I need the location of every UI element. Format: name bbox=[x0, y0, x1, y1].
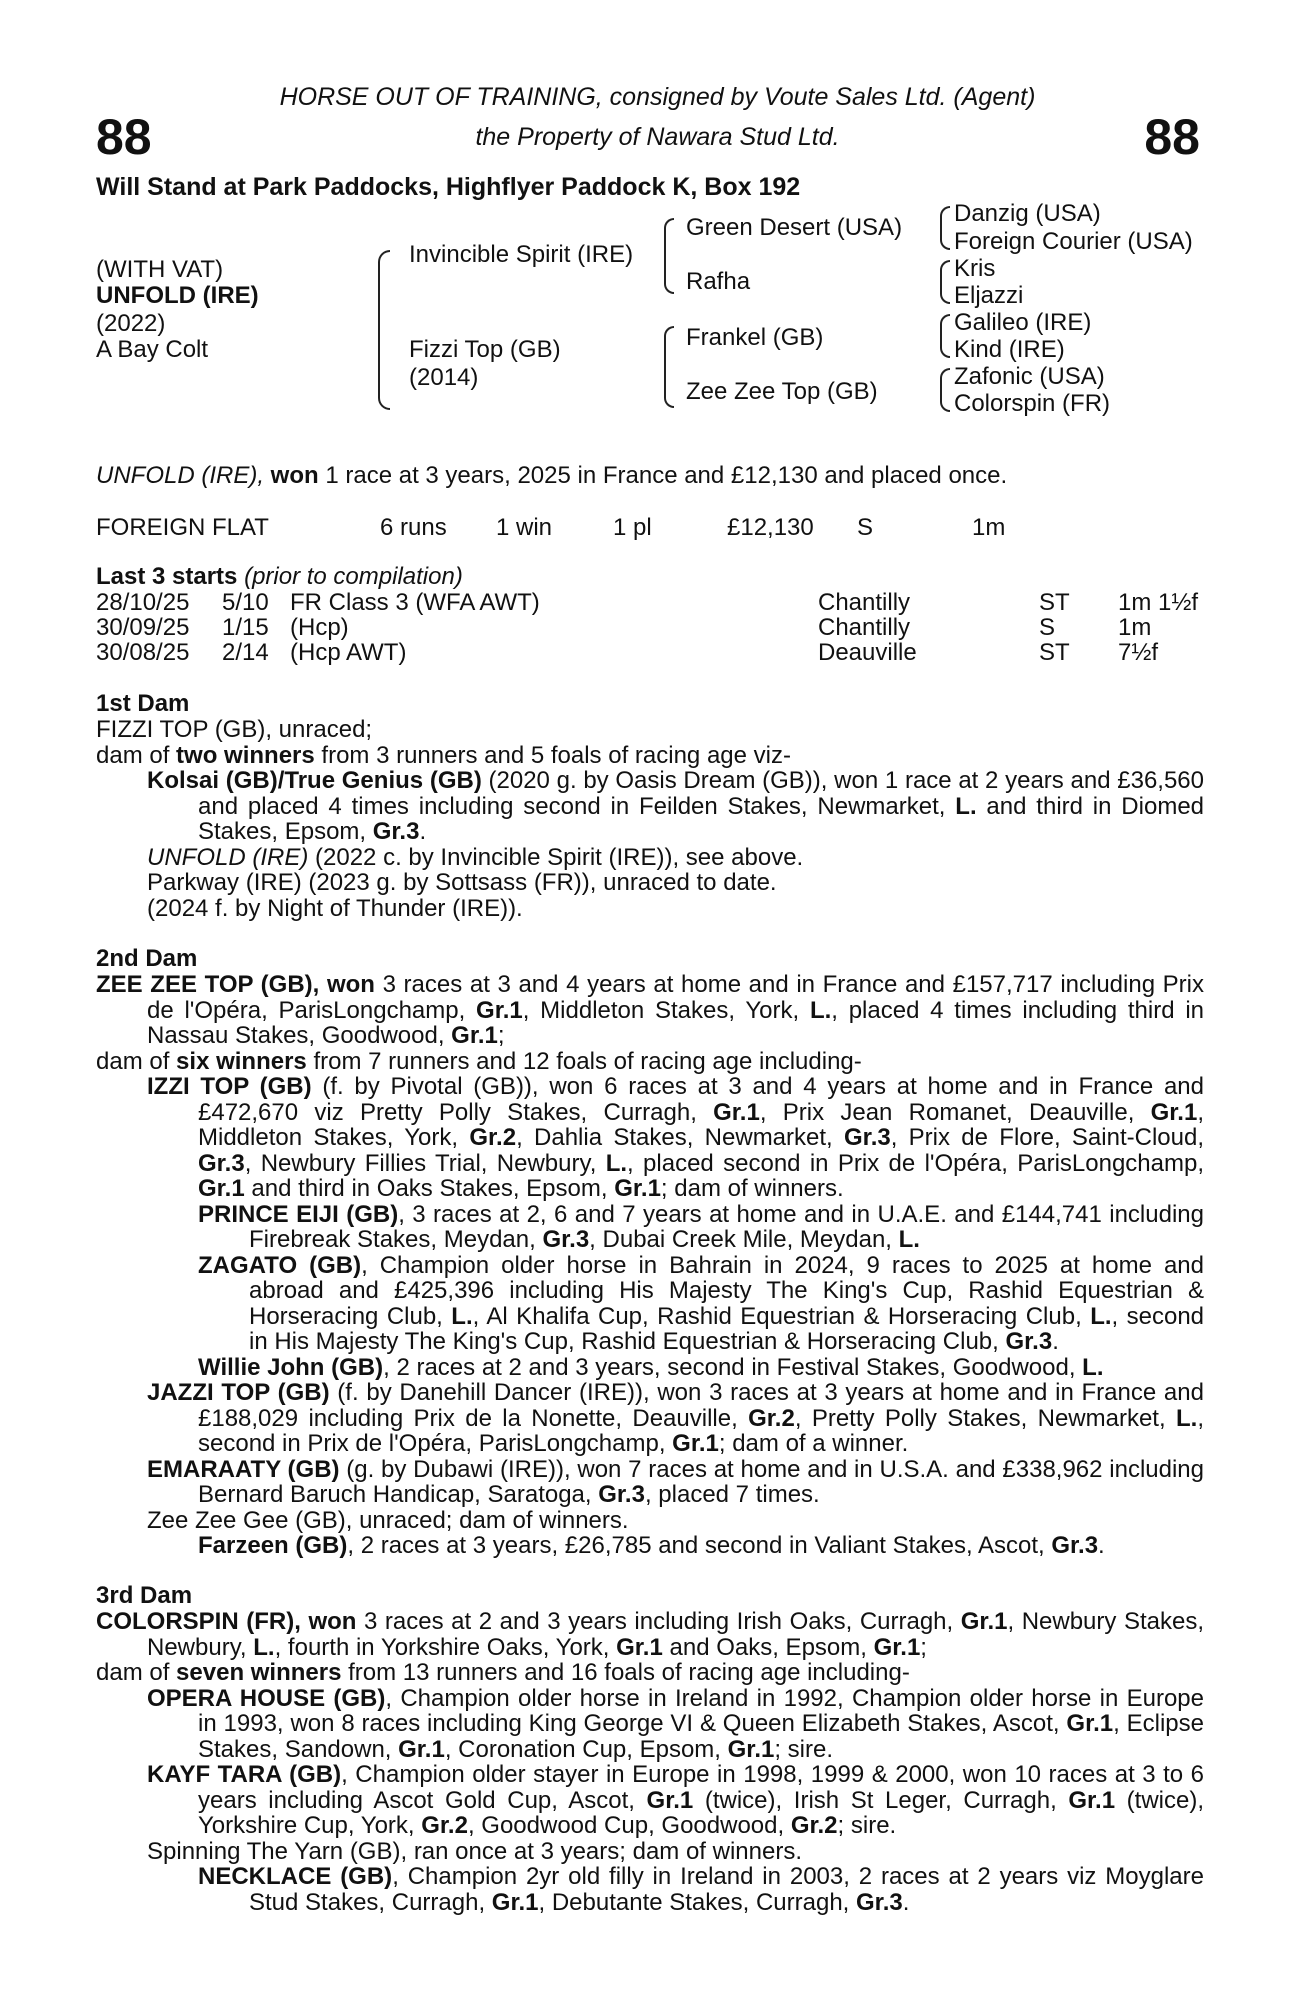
produce-kayf-tara: KAYF TARA (GB), Champion older stayer in Europe in 1998, 1999 & 2000, won 10 races at 3 to 6 years including Ascot Gold Cup, Ascot, Gr.1 (twice), Irish St Leger, Curragh, Gr.1 (twice), Yorkshire Cup, York, Gr.2, Goodwood Cup, Goodwood, Gr.2; sire. bbox=[147, 1761, 1205, 1839]
first-dam-produce: dam of two winners from 3 runners and 5 foals of racing age viz- bbox=[96, 741, 791, 769]
start-going: S bbox=[1039, 614, 1056, 641]
second-dam-record: ZEE ZEE TOP (GB), won 3 races at 3 and 4 years at home and in France and £157,717 including Prix de l'Opéra, ParisLongchamp, Gr.1, Middleton Stakes, York, L., placed 4 times including third in Nassau Stakes, Goodwood, Gr.1; bbox=[96, 971, 1205, 1049]
third-dam-produce: dam of seven winners from 13 runners and 16 foals of racing age including- bbox=[96, 1659, 910, 1686]
produce-necklace: NECKLACE (GB), Champion 2yr old filly in Ireland in 2003, 2 races at 2 years viz Moyglare Stud Stakes, Curragh, Gr.1, Debutante Stakes, Curragh, Gr.3. bbox=[198, 1863, 1204, 1916]
pedigree-brace bbox=[378, 250, 390, 410]
second-dam-heading: 2nd Dam bbox=[96, 945, 198, 972]
starts-title: Last 3 starts bbox=[96, 563, 238, 590]
produce-opera-house: OPERA HOUSE (GB), Champion older horse in Ireland in 1992, Champion older horse in Europe in 1993, won 8 races including King George VI & Queen Elizabeth Stakes, Ascot, Gr.1, Eclipse Stakes, Sandown, Gr.1, Coronation Cup, Epsom, Gr.1; sire. bbox=[147, 1684, 1204, 1763]
consignor-line: HORSE OUT OF TRAINING, consigned by Voute Sales Ltd. (Agent) bbox=[279, 83, 1036, 111]
start-date: 28/10/25 bbox=[96, 589, 190, 616]
start-race: (Hcp) bbox=[290, 614, 349, 641]
dam-year: (2014) bbox=[409, 364, 479, 391]
record-wins: 1 win bbox=[496, 514, 553, 541]
summary-name: UNFOLD (IRE), bbox=[96, 462, 264, 489]
produce-prince-eiji: PRINCE EIJI (GB), 3 races at 2, 6 and 7 years at home and in U.A.E. and £144,741 including Firebreak Stakes, Meydan, Gr.3, Dubai Creek Mile, Meydan, L. bbox=[198, 1200, 1204, 1253]
start-position: 5/10 bbox=[222, 589, 269, 616]
vat-label: (WITH VAT) bbox=[96, 256, 224, 283]
property-line: the Property of Nawara Stud Ltd. bbox=[475, 123, 840, 151]
first-dam-section bbox=[96, 691, 1204, 921]
dam-dam-sire: Zafonic (USA) bbox=[954, 363, 1105, 390]
sire-sire-dam: Foreign Courier (USA) bbox=[954, 228, 1193, 255]
brace-sd bbox=[940, 260, 950, 304]
produce-emaraaty: EMARAATY (GB) (g. by Dubawi (IRE)), won 7 races at home and in U.S.A. and £338,962 including Bernard Baruch Handicap, Saratoga, Gr.3, placed 7 times. bbox=[147, 1455, 1204, 1508]
produce-jazzi-top: JAZZI TOP (GB) (f. by Danehill Dancer (IRE)), won 3 races at 3 years at home and in France and £188,029 including Prix de la Nonette, Deauville, Gr.2, Pretty Polly Stakes, Newmarket, L., second in Prix de l'Opéra, ParisLongchamp, Gr.1; dam of a winner. bbox=[147, 1379, 1204, 1457]
brace-ss bbox=[940, 206, 950, 250]
dam-dam: Zee Zee Top (GB) bbox=[686, 378, 878, 405]
second-dam-section bbox=[96, 946, 1204, 1559]
stand-location: Will Stand at Park Paddocks, Highflyer Paddock K, Box 192 bbox=[96, 173, 801, 201]
produce-parkway: Parkway (IRE) (2023 g. by Sottsass (FR)), unraced to date. bbox=[147, 869, 777, 896]
record-going: S bbox=[857, 514, 874, 541]
dam: Fizzi Top (GB) bbox=[409, 336, 561, 363]
horse-name: UNFOLD (IRE) bbox=[96, 282, 259, 309]
start-distance: 1m 1½f bbox=[1118, 589, 1199, 616]
horse-year: (2022) bbox=[96, 310, 166, 337]
produce-unfold: UNFOLD (IRE) (2022 c. by Invincible Spirit (IRE)), see above. bbox=[147, 843, 804, 871]
produce-spinning-the-yarn: Spinning The Yarn (GB), ran once at 3 years; dam of winners. bbox=[147, 1837, 803, 1865]
dam-dam-dam: Colorspin (FR) bbox=[954, 390, 1111, 417]
start-course: Deauville bbox=[818, 639, 917, 666]
sire-sire-sire: Danzig (USA) bbox=[954, 200, 1101, 227]
start-date: 30/09/25 bbox=[96, 614, 190, 641]
dam-sire-dam: Kind (IRE) bbox=[954, 336, 1065, 363]
produce-2024-filly: (2024 f. by Night of Thunder (IRE)). bbox=[147, 894, 523, 922]
produce-zee-zee-gee: Zee Zee Gee (GB), unraced; dam of winners. bbox=[147, 1506, 629, 1534]
third-dam-record: COLORSPIN (FR), won 3 races at 2 and 3 years including Irish Oaks, Curragh, Gr.1, Newbury Stakes, Newbury, L., fourth in Yorkshire Oaks, York, Gr.1 and Oaks, Epsom, Gr.1; bbox=[96, 1608, 1204, 1661]
start-course: Chantilly bbox=[818, 589, 911, 616]
brace-dd bbox=[940, 368, 950, 412]
start-going: ST bbox=[1039, 589, 1070, 616]
produce-izzi-top: IZZI TOP (GB) (f. by Pivotal (GB)), won 6 races at 3 and 4 years at home and in France and £472,670 viz Pretty Polly Stakes, Curragh, Gr.1, Prix Jean Romanet, Deauville, Gr.1, Middleton Stakes, York, Gr.2, Dahlia Stakes, Newmarket, Gr.3, Prix de Flore, Saint-Cloud, Gr.3, Newbury Fillies Trial, Newbury, L., placed second in Prix de l'Opéra, ParisLongchamp, Gr.1 and third in Oaks Stakes, Epsom, Gr.1; dam of winners. bbox=[147, 1073, 1204, 1202]
sire: Invincible Spirit (IRE) bbox=[409, 241, 634, 268]
start-race: FR Class 3 (WFA AWT) bbox=[290, 589, 540, 616]
sire-sire: Green Desert (USA) bbox=[686, 214, 903, 241]
sire-dam-dam: Eljazzi bbox=[954, 282, 1024, 309]
sire-dam-sire: Kris bbox=[954, 255, 996, 282]
summary-rest: 1 race at 3 years, 2025 in France and £12,130 and placed once. bbox=[325, 462, 1008, 489]
record-runs: 6 runs bbox=[380, 514, 447, 541]
produce-farzeen: Farzeen (GB), 2 races at 3 years, £26,785 and second in Valiant Stakes, Ascot, Gr.3. bbox=[198, 1532, 1105, 1559]
sire-brace bbox=[664, 218, 674, 294]
second-dam-produce: dam of six winners from 7 runners and 12 foals of racing age including- bbox=[96, 1047, 862, 1075]
start-race: (Hcp AWT) bbox=[290, 639, 407, 666]
sire-dam: Rafha bbox=[686, 268, 751, 295]
starts-heading bbox=[96, 564, 463, 590]
produce-zagato: ZAGATO (GB), Champion older horse in Bahrain in 2024, 9 races to 2025 at home and abroad and £425,396 including His Majesty The King's Cup, Rashid Equestrian & Horseracing Club, L., Al Khalifa Cup, Rashid Equestrian & Horseracing Club, L., second in His Majesty The King's Cup, Rashid Equestrian & Horseracing Club, Gr.3. bbox=[198, 1251, 1205, 1355]
dam-sire: Frankel (GB) bbox=[686, 324, 824, 351]
start-distance: 7½f bbox=[1118, 639, 1159, 666]
record-placed: 1 pl bbox=[613, 514, 652, 541]
race-summary bbox=[96, 463, 1007, 489]
produce-kolsai: Kolsai (GB)/True Genius (GB) (2020 g. by Oasis Dream (GB)), won 1 race at 2 years and £36,560 and placed 4 times including second in Feilden Stakes, Newmarket, L. and third in Diomed Stakes, Epsom, Gr.3. bbox=[147, 767, 1205, 845]
dam-sire-sire: Galileo (IRE) bbox=[954, 309, 1092, 336]
third-dam-section bbox=[96, 1583, 1204, 1915]
record-distance: 1m bbox=[972, 514, 1006, 541]
first-dam-line: FIZZI TOP (GB), unraced; bbox=[96, 716, 373, 743]
third-dam-heading: 3rd Dam bbox=[96, 1582, 193, 1609]
start-date: 30/08/25 bbox=[96, 639, 190, 666]
record-earnings: £12,130 bbox=[727, 514, 814, 541]
start-course: Chantilly bbox=[818, 614, 911, 641]
lot-number-left: 88 bbox=[96, 109, 152, 165]
start-position: 2/14 bbox=[222, 639, 269, 666]
summary-won: won bbox=[270, 462, 319, 489]
dam-brace bbox=[664, 326, 674, 408]
first-dam-heading: 1st Dam bbox=[96, 690, 190, 717]
start-distance: 1m bbox=[1118, 614, 1152, 641]
start-position: 1/15 bbox=[222, 614, 269, 641]
horse-description: A Bay Colt bbox=[96, 336, 209, 363]
starts-note: (prior to compilation) bbox=[244, 563, 463, 590]
start-going: ST bbox=[1039, 639, 1070, 666]
lot-number-right: 88 bbox=[1144, 109, 1200, 165]
record-label: FOREIGN FLAT bbox=[96, 514, 269, 541]
produce-willie-john: Willie John (GB), 2 races at 2 and 3 years, second in Festival Stakes, Goodwood, L. bbox=[198, 1353, 1104, 1381]
brace-ds bbox=[940, 314, 950, 358]
